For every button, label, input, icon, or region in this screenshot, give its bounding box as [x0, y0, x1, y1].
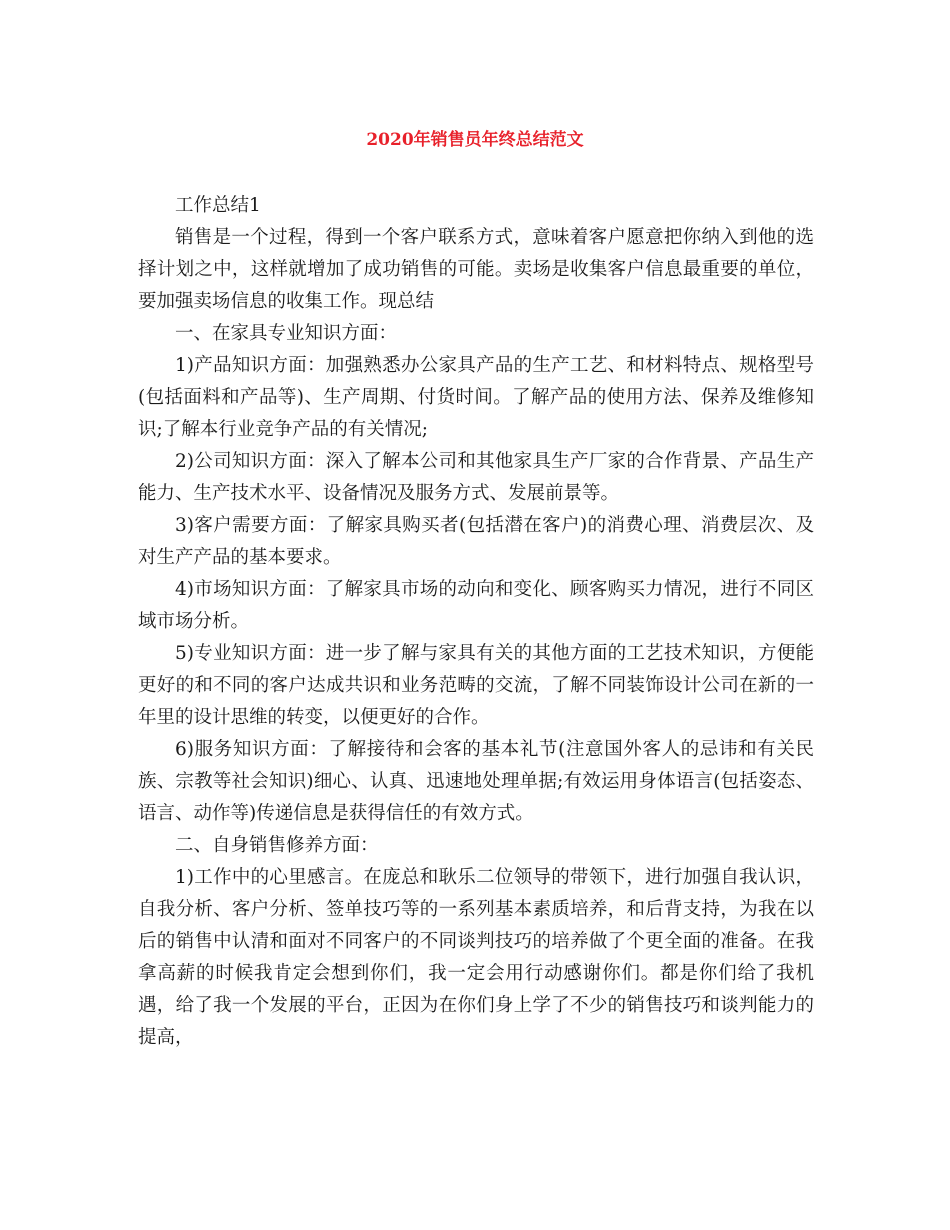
- paragraph-customer-needs: 3)客户需要方面：了解家具购买者(包括潜在客户)的消费心理、消费层次、及对生产产品的基本要求。: [138, 515, 814, 568]
- paragraph-company-knowledge: 2)公司知识方面：深入了解本公司和其他家具生产厂家的合作背景、产品生产能力、生产技术水平、设备情况及服务方式、发展前景等。: [138, 451, 814, 504]
- document-body: [138, 190, 814, 1054]
- paragraph-work-reflection: 1)工作中的心里感言。在庞总和耿乐二位领导的带领下，进行加强自我认识，自我分析、客户分析、签单技巧等的一系列基本素质培养，和后背支持，为我在以后的销售中认清和面对不同客户的不同谈判技巧的培养做了个更全面的准备。在我拿高薪的时候我肯定会想到你们，我一定会用行动感谢你们。都是你们给了我机遇，给了我一个发展的平台，正因为在你们身上学了不少的销售技巧和谈判能力的提高，: [138, 867, 814, 1048]
- section-label: 工作总结1: [175, 195, 261, 216]
- paragraph-professional-knowledge: 5)专业知识方面：进一步了解与家具有关的其他方面的工艺技术知识，方便能更好的和不同的客户达成共识和业务范畴的交流，了解不同装饰设计公司在新的一年里的设计思维的转变，以便更好的合作。: [138, 643, 814, 728]
- section-heading-2: 二、自身销售修养方面：: [175, 835, 379, 856]
- paragraph-product-knowledge: 1)产品知识方面：加强熟悉办公家具产品的生产工艺、和材料特点、规格型号(包括面料和产品等)、生产周期、付货时间。了解产品的使用方法、保养及维修知识;了解本行业竞争产品的有关情况;: [138, 355, 814, 440]
- paragraph-market-knowledge: 4)市场知识方面：了解家具市场的动向和变化、顾客购买力情况，进行不同区域市场分析。: [138, 579, 814, 632]
- section-heading-1: 一、在家具专业知识方面：: [175, 323, 398, 344]
- paragraph-service-knowledge: 6)服务知识方面：了解接待和会客的基本礼节(注意国外客人的忌讳和有关民族、宗教等社会知识)细心、认真、迅速地处理单据;有效运用身体语言(包括姿态、语言、动作等)传递信息是获得信任的有效方式。: [138, 739, 814, 824]
- paragraph-intro: 销售是一个过程，得到一个客户联系方式，意味着客户愿意把你纳入到他的选择计划之中，这样就增加了成功销售的可能。卖场是收集客户信息最重要的单位，要加强卖场信息的收集工作。现总结: [138, 227, 814, 312]
- document-title: 2020年销售员年终总结范文: [366, 130, 584, 150]
